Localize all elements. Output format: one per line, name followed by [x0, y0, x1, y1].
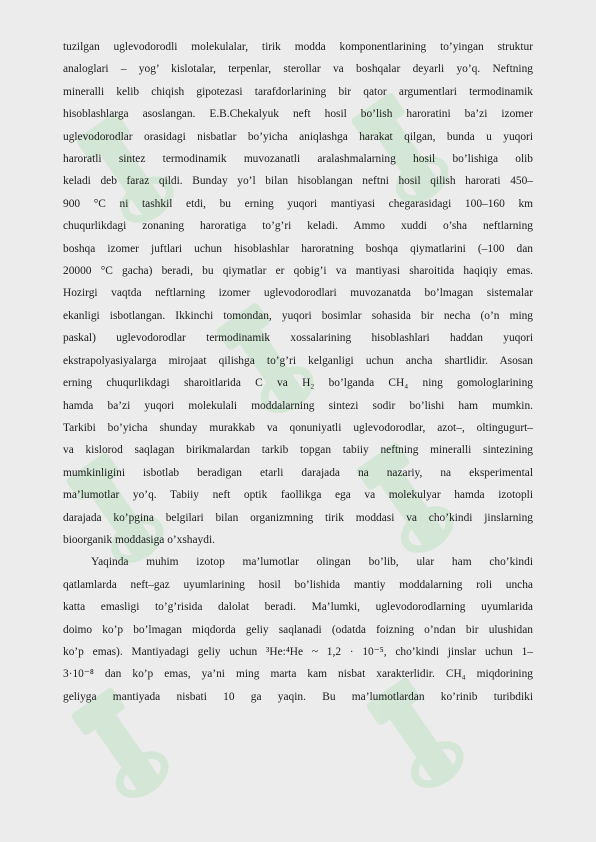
- text-line: 3·10⁻⁸ dan ko’p emas, ya’ni ming marta kam nisbat xarakterlidir. CH₄ miqdorining: [63, 668, 533, 681]
- text-line: ma’lumotlar yo’q. Tabiiy neft optik faollikga ega va molekulyar hamda izotopli: [63, 489, 533, 502]
- text-line: hisoblashlarga asoslangan. E.B.Chekalyuk neft hosil bo’lish haroratini ba’zi izomer: [63, 108, 533, 121]
- text-line: katta emasligi to’g’risida dalolat beradi. Ma’lumki, uglevodorodlarning uyumlarida: [63, 601, 533, 614]
- text-line: ko’p emas). Mantiyadagi geliy uchun ³He:⁴He ~ 1,2 · 10⁻⁵, cho’kindi jinslar uchun 1–: [63, 645, 533, 658]
- text-line: paskal) uglevodorodlar termodinamik xossalarining hisoblashlari haddan yuqori: [63, 332, 533, 345]
- text-line: doimo ko’p bo’lmagan miqdorda geliy saqlanadi (odatda foizning o’ndan bir ulushidan: [63, 623, 533, 636]
- text-line: analoglari – yog’ kislotalar, terpenlar, sterollar va boshqalar deyarli yo’q. Neftning: [63, 63, 533, 76]
- text-line: boshqa izomer juftlari uchun hisoblashlar haroratning boshqa qiymatlarini (–100 dan: [63, 242, 533, 255]
- text-line: 20000 °C gacha) beradi, bu qiymatlar er qobig’i va mantiyasi sharoitida haqiqiy emas.: [63, 265, 533, 278]
- text-line: haroratli sintez termodinamik muvozanatli aralashmalarning hosil bo’lishiga olib: [63, 153, 533, 166]
- text-line: geliyga mantiyada nisbati 10 ga yaqin. Bu ma’lumotlardan ko’rinib turibdiki: [63, 690, 533, 703]
- body-text: [63, 36, 533, 708]
- text-line: bioorganik moddasiga o’xshaydi.: [63, 533, 215, 546]
- text-line: keladi deb faraz qildi. Bunday yo’l bilan hisoblangan neftni hosil qilish harorati 450–: [63, 175, 533, 188]
- text-line: ekstrapolyasiyalarga mirojaat qilishga to’g’ri kelganligi uchun ancha shartlidir. Asosan: [63, 354, 533, 367]
- text-line: va kislorod saqlagan birikmalardan tarkib topgan tabiiy neftning mineralli sintezining: [63, 444, 533, 457]
- text-line: 900 °C ni tashkil etdi, bu erning yuqori mantiyasi chegarasidagi 100–160 km: [63, 197, 533, 210]
- text-line: mumkinligini isbotlab beradigan etarli darajada na nazariy, na eksperimental: [63, 466, 533, 479]
- text-line: tuzilgan uglevodorodli molekulalar, tirik modda komponentlarining to’yingan struktur: [63, 41, 533, 53]
- text-line: erning chuqurlikdagi sharoitlarida C va H₂ bo’lganda CH₄ ning gomologlarining: [63, 377, 533, 390]
- text-line: chuqurlikdagi zonaning haroratiga to’g’ri keladi. Ammo xuddi o’sha neftlarning: [63, 220, 533, 233]
- text-line: darajada ko’pgina belgilari bilan organizmning tirik moddasi va cho’kindi jinslarning: [63, 511, 533, 524]
- text-line: hamda ba’zi yuqori molekulali moddalarning sintezi sodir bo’lishi ham mumkin.: [63, 399, 533, 412]
- text-line: uglevodorodlar orasidagi nisbatlar bo’yicha aniqlashga harakat qilgan, bunda u yuqori: [63, 130, 533, 143]
- text-line: Yaqinda muhim izotop ma’lumotlar olingan bo’lib, ular ham cho’kindi: [91, 556, 533, 569]
- text-line: qatlamlarda neft–gaz uyumlarining hosil bo’lishida mantiy moddalarning roli uncha: [63, 578, 533, 591]
- text-line: ekanligi isbotlangan. Ikkinchi tomondan, yuqori bosimlar sohasida bir necha (o’n ming: [63, 309, 533, 322]
- text-line: Tarkibi bo’yicha shunday murakkab va qonuniyatli uglevodorodlar, azot–, oltingugurt–: [63, 421, 533, 434]
- text-line: mineralli kelib chiqish gipotezasi tarafdorlarining bir qator argumentlari termodinamik: [63, 85, 533, 98]
- text-line: Hozirgi vaqtda neftlarning izomer uglevodorodlari muvozanatda bo’lmagan sistemalar: [63, 287, 533, 300]
